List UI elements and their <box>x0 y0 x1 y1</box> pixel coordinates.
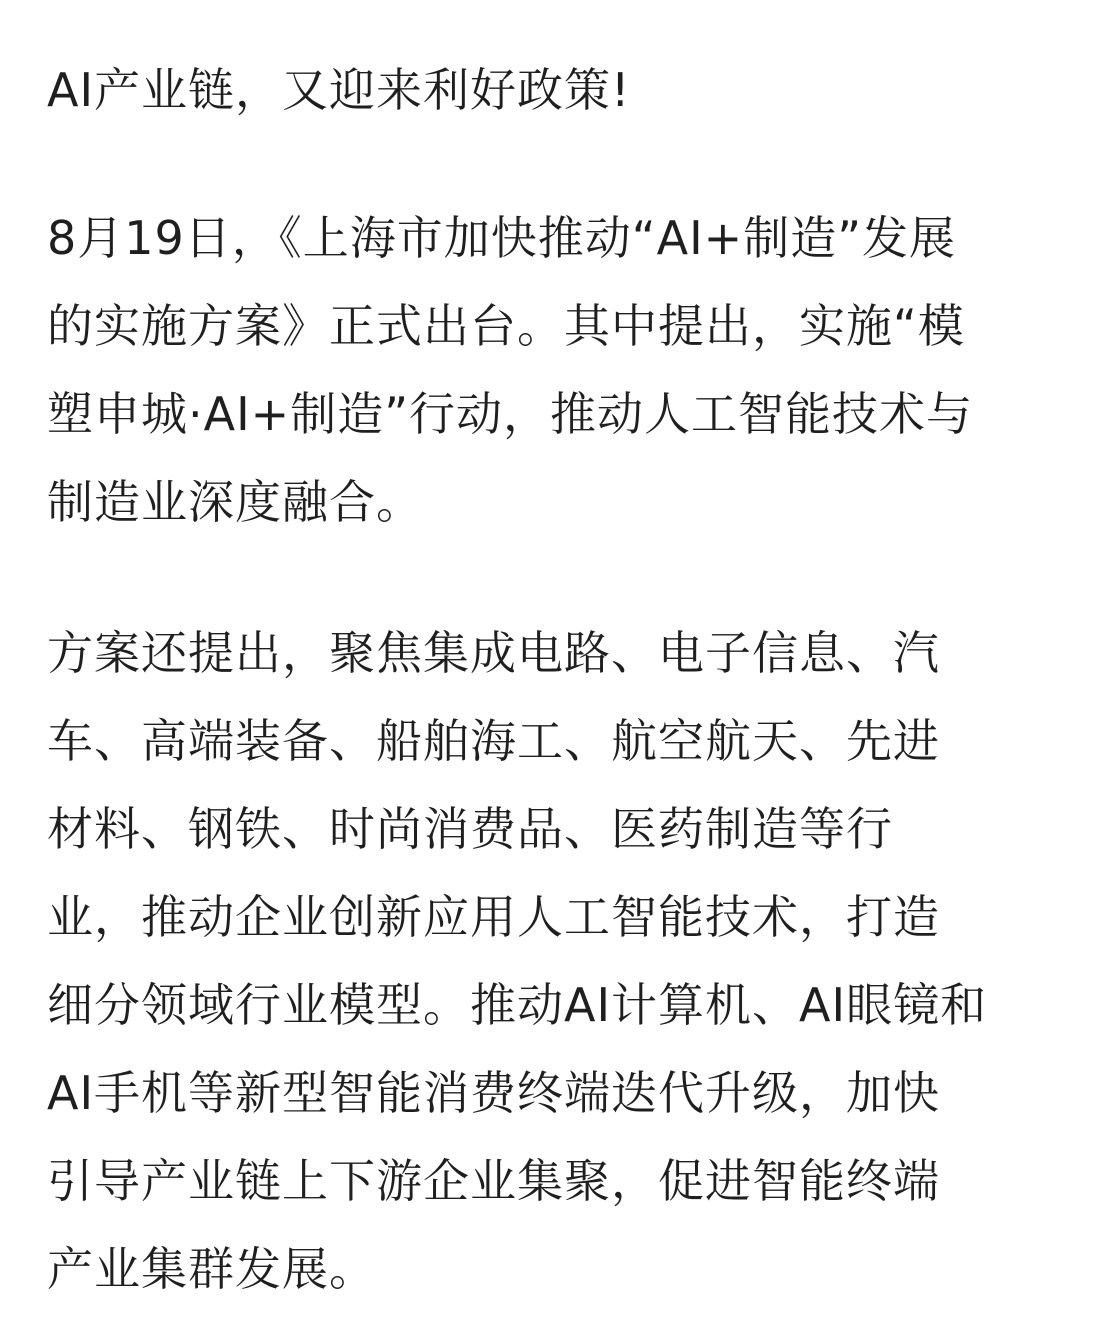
text-line: 引导产业链上下游企业集聚，促进智能终端 <box>47 1154 940 1208</box>
text-line: 的实施方案》正式出台。其中提出，实施“模 <box>47 299 965 353</box>
text-line: 方案还提出，聚焦集成电路、电子信息、汽 <box>47 626 940 680</box>
details-paragraph <box>47 609 1067 1313</box>
intro-paragraph <box>47 194 1067 546</box>
text-line: 细分领域行业模型。推动AI计算机、AI眼镜和 <box>47 978 988 1032</box>
text-line: 塑申城·AI+制造”行动，推动人工智能技术与 <box>47 387 974 441</box>
text-line: 产业集群发展。 <box>47 1242 376 1296</box>
text-line: 制造业深度融合。 <box>47 475 423 529</box>
text-line: 8月19日，《上海市加快推动“AI+制造”发展 <box>47 211 957 265</box>
text-line: 车、高端装备、船舶海工、航空航天、先进 <box>47 714 940 768</box>
headline-paragraph <box>47 46 1067 134</box>
text-line: 材料、钢铁、时尚消费品、医药制造等行 <box>47 802 893 856</box>
text-line: 业，推动企业创新应用人工智能技术，打造 <box>47 890 940 944</box>
text-line: AI手机等新型智能消费终端迭代升级，加快 <box>47 1066 941 1120</box>
headline-text: AI产业链，又迎来利好政策! <box>47 63 631 117</box>
